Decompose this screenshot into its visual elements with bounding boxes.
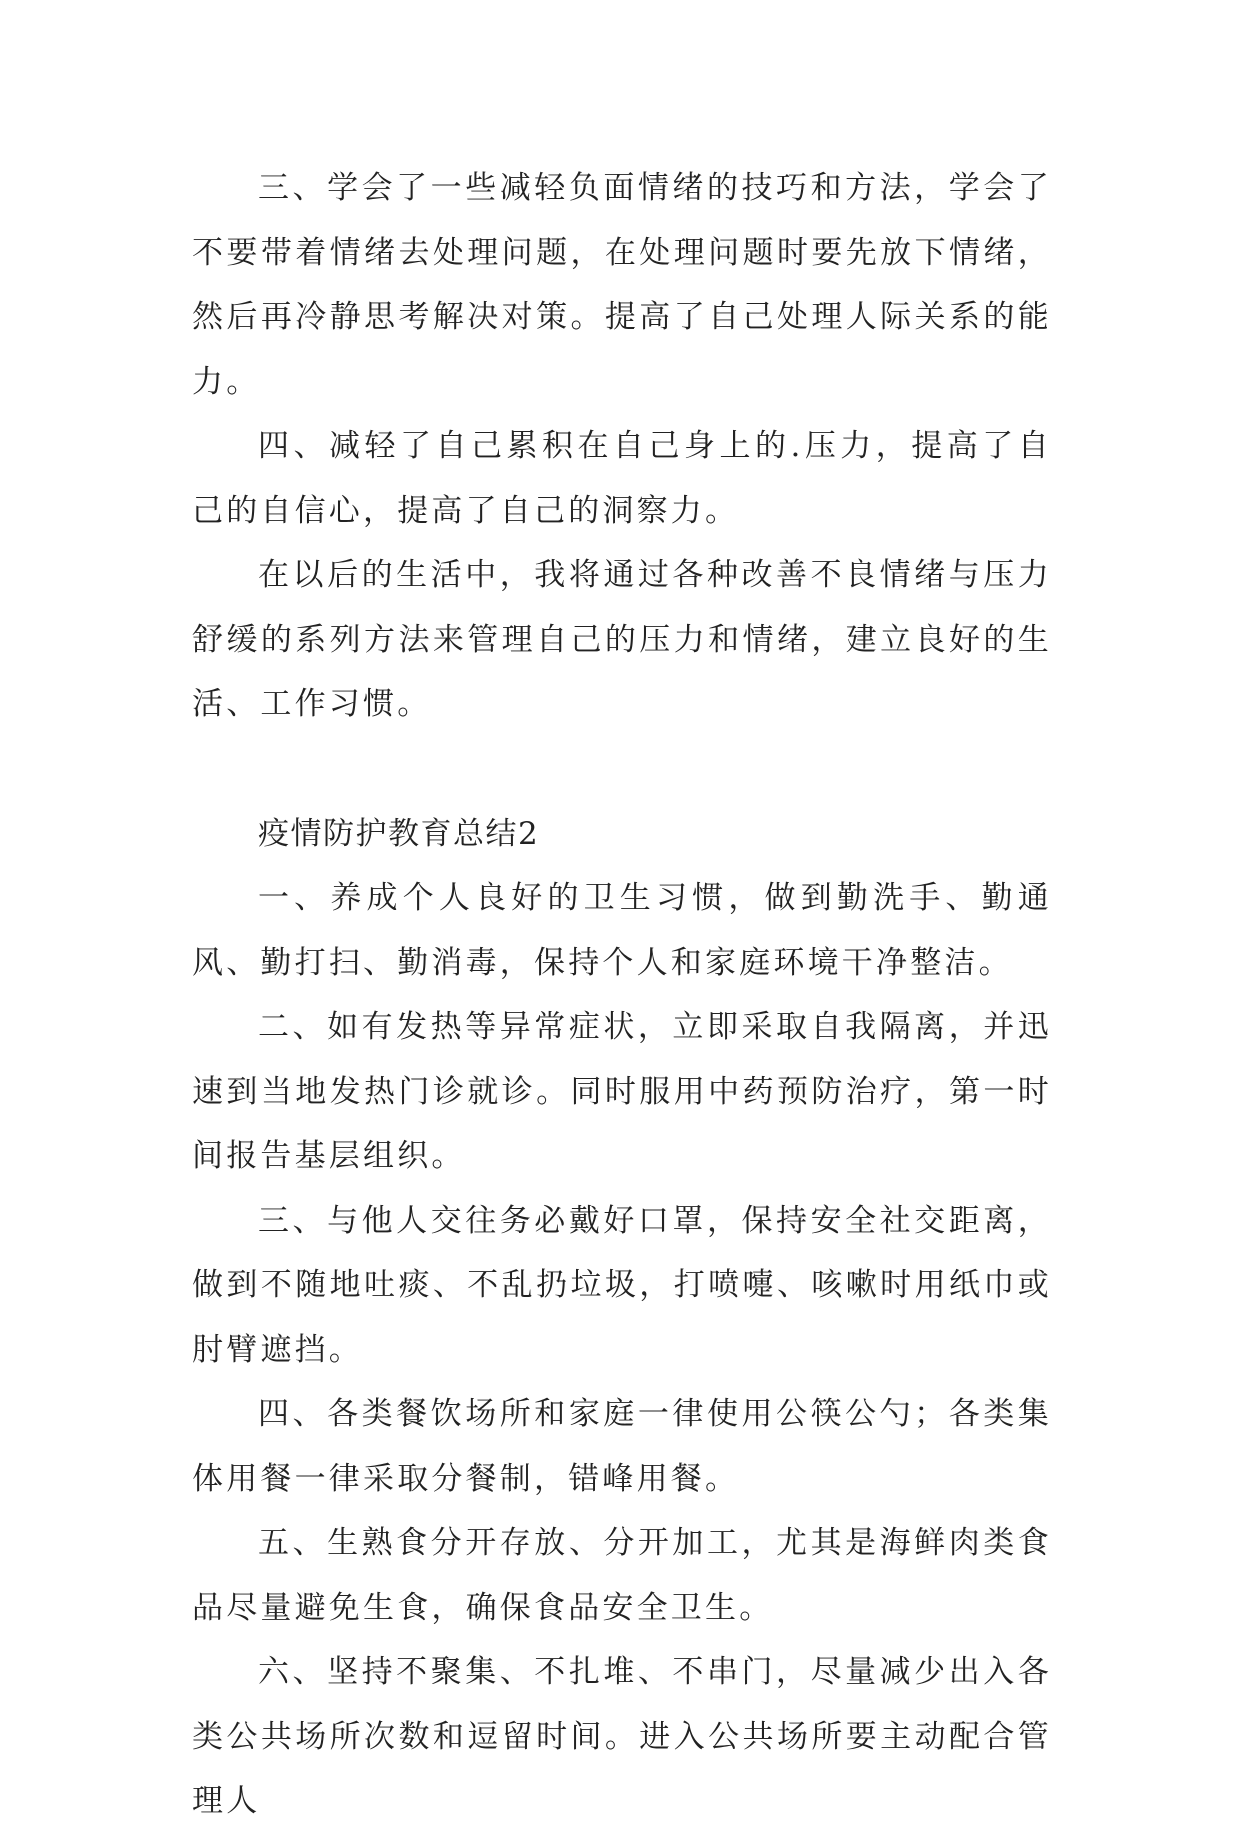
section-title: 疫情防护教育总结2 xyxy=(258,815,540,852)
document-body xyxy=(192,156,1052,1834)
section-gap xyxy=(192,737,1052,802)
paragraph: 四、减轻了自己累积在自己身上的.压力，提高了自己的自信心，提高了自己的洞察力。 xyxy=(192,428,1052,529)
paragraph: 四、各类餐饮场所和家庭一律使用公筷公勺；各类集体用餐一律采取分餐制，错峰用餐。 xyxy=(192,1396,1052,1497)
paragraph: 一、养成个人良好的卫生习惯，做到勤洗手、勤通风、勤打扫、勤消毒，保持个人和家庭环境干净整洁。 xyxy=(192,880,1052,981)
paragraph: 在以后的生活中，我将通过各种改善不良情绪与压力舒缓的系列方法来管理自己的压力和情绪，建立良好的生活、工作习惯。 xyxy=(192,557,1052,722)
paragraph: 六、坚持不聚集、不扎堆、不串门，尽量减少出入各类公共场所次数和逗留时间。进入公共场所要主动配合管理人 xyxy=(192,1654,1052,1819)
paragraph: 二、如有发热等异常症状，立即采取自我隔离，并迅速到当地发热门诊就诊。同时服用中药预防治疗，第一时间报告基层组织。 xyxy=(192,1009,1052,1174)
paragraph: 三、与他人交往务必戴好口罩，保持安全社交距离，做到不随地吐痰、不乱扔垃圾，打喷嚏、咳嗽时用纸巾或肘臂遮挡。 xyxy=(192,1202,1052,1368)
paragraph: 五、生熟食分开存放、分开加工，尤其是海鲜肉类食品尽量避免生食，确保食品安全卫生。 xyxy=(192,1525,1052,1626)
paragraph: 三、学会了一些减轻负面情绪的技巧和方法，学会了不要带着情绪去处理问题，在处理问题时要先放下情绪，然后再冷静思考解决对策。提高了自己处理人际关系的能力。 xyxy=(192,170,1052,400)
